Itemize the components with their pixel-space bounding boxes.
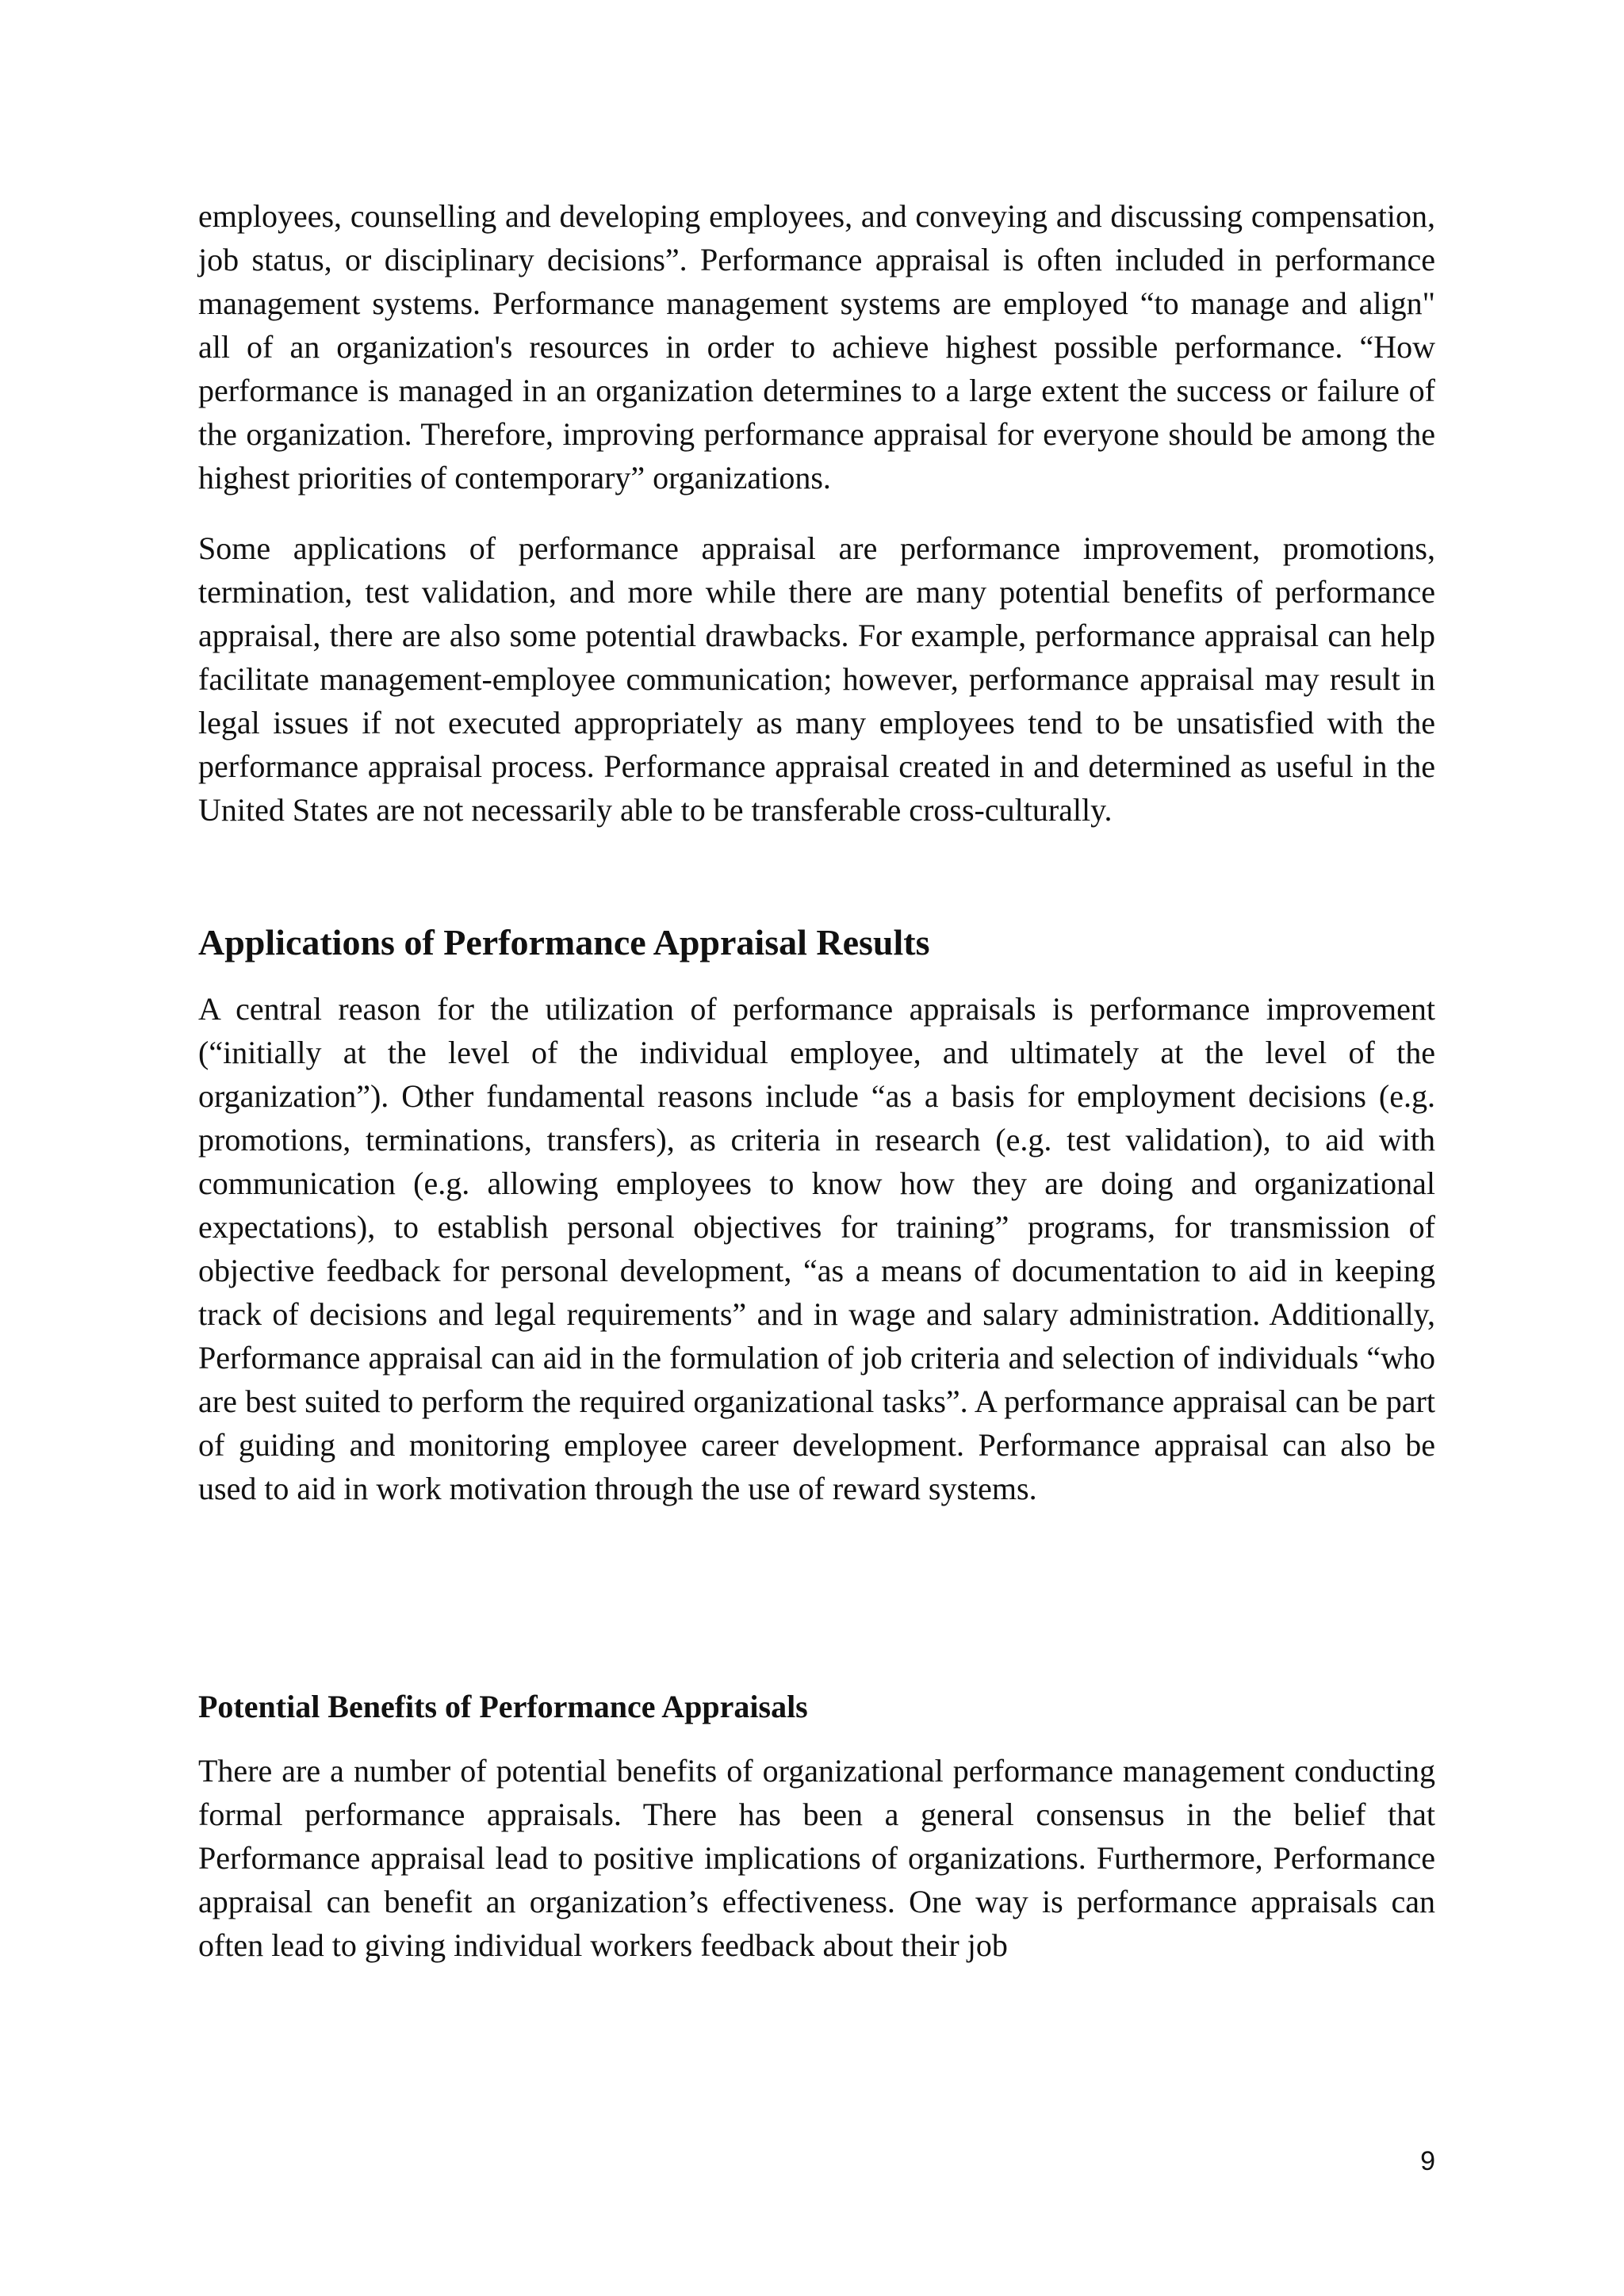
section-spacer [198, 1510, 1435, 1685]
benefits-heading: Potential Benefits of Performance Appraisals [198, 1689, 808, 1724]
benefits-paragraph: There are a number of potential benefits of organizational performance management conducting formal performance appraisals. There has been a general consensus in the belief that Performance appraisal lead to positive implications of organizations. Furthermore, Performance appraisal can benefit an organization’s effectiveness. One way is performance appraisals can often lead to giving individual workers feedback about their job [198, 1753, 1435, 1963]
intro-paragraph-2: Some applications of performance appraisal are performance improvement, promotions, termination, test validation, and more while there are many potential benefits of performance appraisal, there are also some potential drawbacks. For example, performance appraisal can help facilitate management-employee communication; however, performance appraisal may result in legal issues if not executed appropriately as many employees tend to be unsatisfied with the performance appraisal process. Performance appraisal created in and determined as useful in the United States are not necessarily able to be transferable cross-culturally. [198, 530, 1435, 828]
heading-spacer [198, 966, 1435, 987]
applications-heading: Applications of Performance Appraisal Results [198, 922, 930, 962]
heading-spacer [198, 1728, 1435, 1749]
page-number: 9 [1420, 2146, 1435, 2176]
section-spacer [198, 832, 1435, 919]
page-content [198, 194, 1435, 1967]
applications-paragraph: A central reason for the utilization of performance appraisals is performance improvement (“initially at the level of the individual employee, and ultimately at the level of the organization”). Other fundamental reasons include “as a basis for employment decisions (e.g. promotions, terminations, transfers), as criteria in research (e.g. test validation), to aid with communication (e.g. allowing employees to know how they are doing and organizational expectations), to establish personal objectives for training” programs, for transmission of objective feedback for personal development, “as a means of documentation to aid in keeping track of decisions and legal requirements” and in wage and salary administration. Additionally, Performance appraisal can aid in the formulation of job criteria and selection of individuals “who are best suited to perform the required organizational tasks”. A performance appraisal can be part of guiding and monitoring employee career development. Performance appraisal can also be used to aid in work motivation through the use of reward systems. [198, 991, 1435, 1506]
paragraph-spacer [198, 499, 1435, 526]
intro-paragraph-1: employees, counselling and developing employees, and conveying and discussing compensation, job status, or disciplinary decisions”. Performance appraisal is often included in performance management systems. Performance management systems are employed “to manage and align" all of an organization's resources in order to achieve highest possible performance. “How performance is managed in an organization determines to a large extent the success or failure of the organization. Therefore, improving performance appraisal for everyone should be among the highest priorities of contemporary” organizations. [198, 198, 1435, 496]
